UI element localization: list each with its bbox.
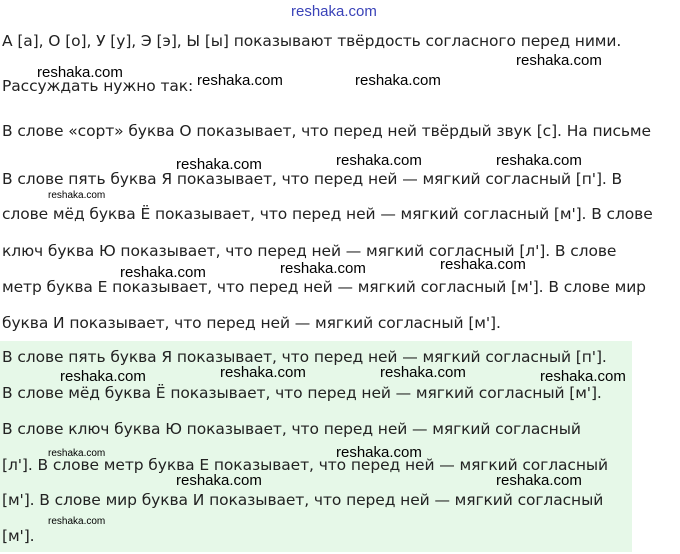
paragraph-line: метр буква Е показывает, что перед ней — мягкий согласный [м']. В слове мир — [2, 278, 646, 296]
paragraph-line: буква И показывает, что перед ней — мягкий согласный [м']. — [2, 314, 501, 332]
watermark: reshaka.com — [496, 152, 582, 169]
watermark: reshaka.com — [496, 472, 582, 489]
watermark: reshaka.com — [48, 448, 106, 459]
watermark: reshaka.com — [291, 3, 377, 20]
watermark: reshaka.com — [355, 72, 441, 89]
answer-line: [л']. В слове метр буква Е показывает, что перед ней — мягкий согласный — [2, 456, 608, 474]
watermark: reshaka.com — [540, 368, 626, 385]
watermark: reshaka.com — [380, 364, 466, 381]
watermark: reshaka.com — [280, 260, 366, 277]
watermark: reshaka.com — [176, 472, 262, 489]
answer-line: В слове мёд буква Ё показывает, что перед ней — мягкий согласный [м']. — [2, 384, 602, 402]
reasoning-label: Рассуждать нужно так: — [2, 77, 194, 95]
answer-line: [м']. — [2, 527, 35, 545]
watermark: reshaka.com — [197, 72, 283, 89]
watermark: reshaka.com — [516, 52, 602, 69]
watermark: reshaka.com — [48, 190, 106, 201]
paragraph-line: слове мёд буква Ё показывает, что перед ней — мягкий согласный [м']. В слове — [2, 205, 653, 223]
watermark: reshaka.com — [120, 264, 206, 281]
answer-line: [м']. В слове мир буква И показывает, что перед ней — мягкий согласный — [2, 491, 604, 509]
watermark: reshaka.com — [37, 64, 123, 81]
watermark: reshaka.com — [220, 364, 306, 381]
watermark: reshaka.com — [48, 516, 106, 527]
watermark: reshaka.com — [440, 256, 526, 273]
intro-line: А [а], О [о], У [у], Э [э], Ы [ы] показывают твёрдость согласного перед ними. — [2, 32, 622, 50]
answer-line: В слове ключ буква Ю показывает, что перед ней — мягкий согласный — [2, 420, 581, 438]
watermark: reshaka.com — [336, 444, 422, 461]
watermark: reshaka.com — [60, 368, 146, 385]
example-line: В слове «сорт» буква О показывает, что перед ней твёрдый звук [с]. На письме — [2, 122, 651, 140]
paragraph-line: В слове пять буква Я показывает, что перед ней — мягкий согласный [п']. В — [2, 170, 623, 188]
watermark: reshaka.com — [176, 156, 262, 173]
answer-line: В слове пять буква Я показывает, что перед ней — мягкий согласный [п']. — [2, 348, 607, 366]
watermark: reshaka.com — [336, 152, 422, 169]
paragraph-line: ключ буква Ю показывает, что перед ней — мягкий согласный [л']. В слове — [2, 242, 617, 260]
